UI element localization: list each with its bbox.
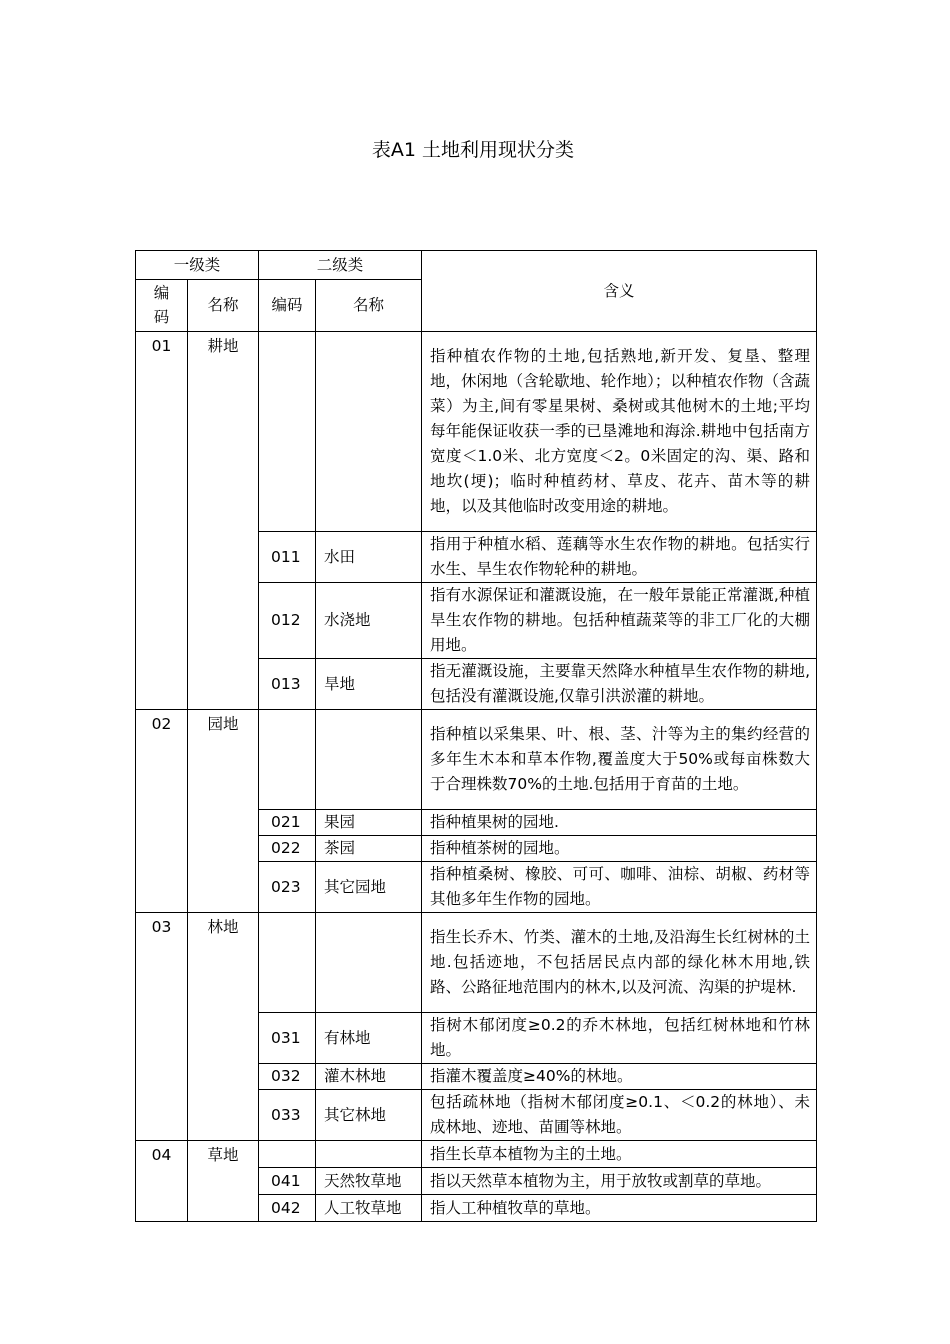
subcategory-name: 灌木林地 <box>316 1064 422 1090</box>
subcategory-desc: 指以天然草本植物为主，用于放牧或割草的草地。 <box>422 1168 817 1195</box>
subcategory-desc: 指人工种植牧草的草地。 <box>422 1195 817 1222</box>
subcategory-desc: 指种植果树的园地. <box>422 810 817 836</box>
header-code1-line2: 码 <box>153 308 170 326</box>
subcategory-name: 其它园地 <box>316 862 422 913</box>
subcategory-desc: 包括疏林地（指树木郁闭度≥0.1、＜0.2的林地）、未成林地、迹地、苗圃等林地。 <box>422 1090 817 1141</box>
category-desc: 指生长乔木、竹类、灌木的土地,及沿海生长红树林的土地.包括迹地，不包括居民点内部的绿化林木用地,铁路、公路征地范围内的林木,以及河流、沟渠的护堤林. <box>422 913 817 1013</box>
table-row <box>136 1141 817 1168</box>
empty-cell <box>259 710 316 810</box>
category-code: 04 <box>136 1141 188 1222</box>
header-name2: 名称 <box>316 280 422 332</box>
subcategory-code: 031 <box>259 1013 316 1064</box>
category-name: 园地 <box>188 710 259 913</box>
subcategory-desc: 指种植茶树的园地。 <box>422 836 817 862</box>
subcategory-name: 旱地 <box>316 659 422 710</box>
subcategory-desc: 指用于种植水稻、莲藕等水生农作物的耕地。包括实行水生、旱生农作物轮种的耕地。 <box>422 532 817 583</box>
header-level2: 二级类 <box>259 251 422 280</box>
table-row <box>136 332 817 532</box>
category-desc: 指种植以采集果、叶、根、茎、汁等为主的集约经营的多年生木本和草本作物,覆盖度大于50%或每亩株数大于合理株数70%的土地.包括用于育苗的土地。 <box>422 710 817 810</box>
page-title: 表A1 土地利用现状分类 <box>371 139 575 161</box>
subcategory-code: 022 <box>259 836 316 862</box>
header-row-1 <box>136 251 817 280</box>
header-code2: 编码 <box>259 280 316 332</box>
land-use-table <box>135 250 817 1222</box>
subcategory-desc: 指种植桑树、橡胶、可可、咖啡、油棕、胡椒、药材等其他多年生作物的园地。 <box>422 862 817 913</box>
header-level1: 一级类 <box>136 251 259 280</box>
subcategory-name: 茶园 <box>316 836 422 862</box>
empty-cell <box>316 710 422 810</box>
empty-cell <box>259 1141 316 1168</box>
empty-cell <box>316 332 422 532</box>
subcategory-desc: 指树木郁闭度≥0.2的乔木林地，包括红树林地和竹林地。 <box>422 1013 817 1064</box>
table-row <box>136 913 817 1013</box>
subcategory-code: 032 <box>259 1064 316 1090</box>
category-name: 草地 <box>188 1141 259 1222</box>
empty-cell <box>259 332 316 532</box>
subcategory-name: 有林地 <box>316 1013 422 1064</box>
subcategory-name: 其它林地 <box>316 1090 422 1141</box>
subcategory-name: 人工牧草地 <box>316 1195 422 1222</box>
subcategory-code: 012 <box>259 583 316 659</box>
subcategory-name: 水浇地 <box>316 583 422 659</box>
subcategory-code: 023 <box>259 862 316 913</box>
empty-cell <box>316 913 422 1013</box>
subcategory-code: 021 <box>259 810 316 836</box>
category-desc: 指种植农作物的土地,包括熟地,新开发、复垦、整理地，休闲地（含轮歇地、轮作地）；以种植农作物（含蔬菜）为主,间有零星果树、桑树或其他树木的土地;平均每年能保证收获一季的已垦滩地和海涂.耕地中包括南方宽度＜1.0米、北方宽度＜2。0米固定的沟、渠、路和地坎(埂)；临时种植药材、草皮、花卉、苗木等的耕地，以及其他临时改变用途的耕地。 <box>422 332 817 532</box>
category-name: 耕地 <box>188 332 259 710</box>
subcategory-name: 水田 <box>316 532 422 583</box>
header-code1 <box>136 280 188 332</box>
subcategory-desc: 指无灌溉设施，主要靠天然降水种植旱生农作物的耕地,包括没有灌溉设施,仅靠引洪淤灌的耕地。 <box>422 659 817 710</box>
subcategory-name: 果园 <box>316 810 422 836</box>
subcategory-code: 041 <box>259 1168 316 1195</box>
category-code: 02 <box>136 710 188 913</box>
header-meaning: 含义 <box>422 251 817 332</box>
subcategory-desc: 指有水源保证和灌溉设施，在一般年景能正常灌溉,种植旱生农作物的耕地。包括种植蔬菜等的非工厂化的大棚用地。 <box>422 583 817 659</box>
category-name: 林地 <box>188 913 259 1141</box>
category-code: 01 <box>136 332 188 710</box>
subcategory-name: 天然牧草地 <box>316 1168 422 1195</box>
category-code: 03 <box>136 913 188 1141</box>
header-name1: 名称 <box>188 280 259 332</box>
empty-cell <box>316 1141 422 1168</box>
table-row <box>136 710 817 810</box>
subcategory-desc: 指灌木覆盖度≥40%的林地。 <box>422 1064 817 1090</box>
subcategory-code: 033 <box>259 1090 316 1141</box>
header-code1-line1: 编 <box>153 284 170 302</box>
subcategory-code: 042 <box>259 1195 316 1222</box>
subcategory-code: 013 <box>259 659 316 710</box>
empty-cell <box>259 913 316 1013</box>
category-desc: 指生长草本植物为主的土地。 <box>422 1141 817 1168</box>
subcategory-code: 011 <box>259 532 316 583</box>
